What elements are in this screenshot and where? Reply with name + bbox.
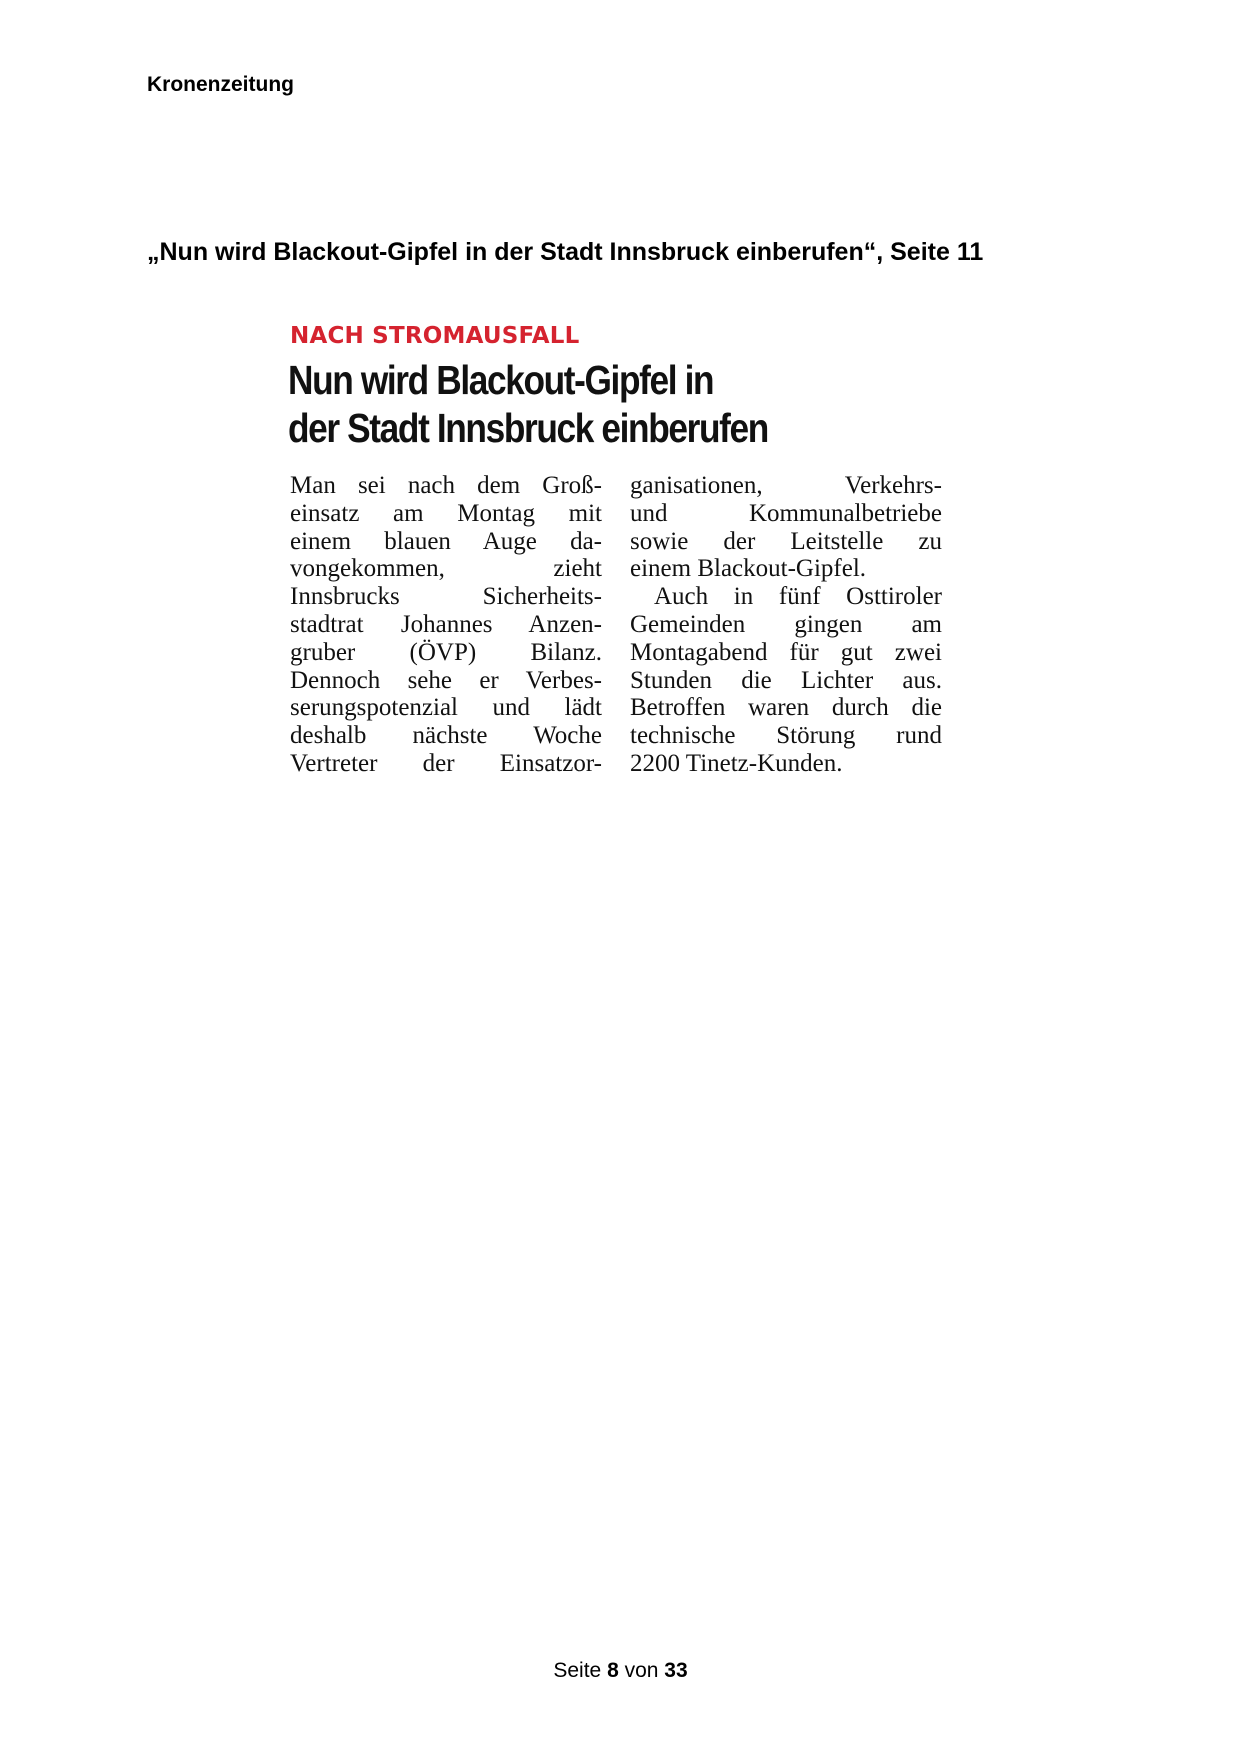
document-headline: „Nun wird Blackout-Gipfel in der Stadt Innsbruck einberufen“, Seite 11 <box>147 238 984 266</box>
article-line: Montagabend für gut zwei <box>630 638 942 666</box>
article-title <box>288 356 856 452</box>
article-line: Man sei nach dem Groß- <box>290 472 602 499</box>
page-number <box>0 1658 1241 1684</box>
article-line: Stunden die Lichter aus. <box>630 666 942 694</box>
article-line: einem Blackout-Gipfel. <box>630 555 867 583</box>
article-title-line: der Stadt Innsbruck einberufen <box>288 405 768 451</box>
article-line: Vertreter der Einsatzor- <box>290 749 602 777</box>
source-label: Kronenzeitung <box>147 73 294 96</box>
article-column-1 <box>290 472 602 778</box>
article-line: Dennoch sehe er Verbes- <box>290 666 602 694</box>
article-line: Gemeinden gingen am <box>630 610 942 638</box>
article-line: ganisationen, Verkehrs- <box>630 472 942 499</box>
total-pages: 33 <box>664 1659 688 1682</box>
article-line: stadtrat Johannes Anzen- <box>290 610 602 638</box>
article-title-line: Nun wird Blackout-Gipfel in <box>288 357 714 403</box>
article-line: gruber (ÖVP) Bilanz. <box>290 638 602 666</box>
article-line: 2200 Tinetz-Kunden. <box>630 749 843 777</box>
article-column-2 <box>630 472 942 778</box>
article-line: einem blauen Auge da- <box>290 527 602 555</box>
article-line: deshalb nächste Woche <box>290 722 602 750</box>
article-line: vongekommen, zieht <box>290 555 602 583</box>
newspaper-clipping <box>283 318 955 802</box>
article-kicker: NACH STROMAUSFALL <box>290 323 580 349</box>
article-line: serungspotenzial und lädt <box>290 694 602 722</box>
page-prefix: Seite <box>553 1659 602 1682</box>
article-line: Betroffen waren durch die <box>630 694 942 722</box>
page-separator: von <box>624 1659 659 1682</box>
article-line: Auch in fünf Osttiroler <box>654 583 942 611</box>
article-line: Innsbrucks Sicherheits- <box>290 583 602 611</box>
current-page: 8 <box>607 1659 619 1682</box>
article-line: sowie der Leitstelle zu <box>630 527 942 555</box>
article-line: einsatz am Montag mit <box>290 499 602 527</box>
article-line: und Kommunalbetriebe <box>630 499 942 527</box>
article-line: technische Störung rund <box>630 722 942 750</box>
